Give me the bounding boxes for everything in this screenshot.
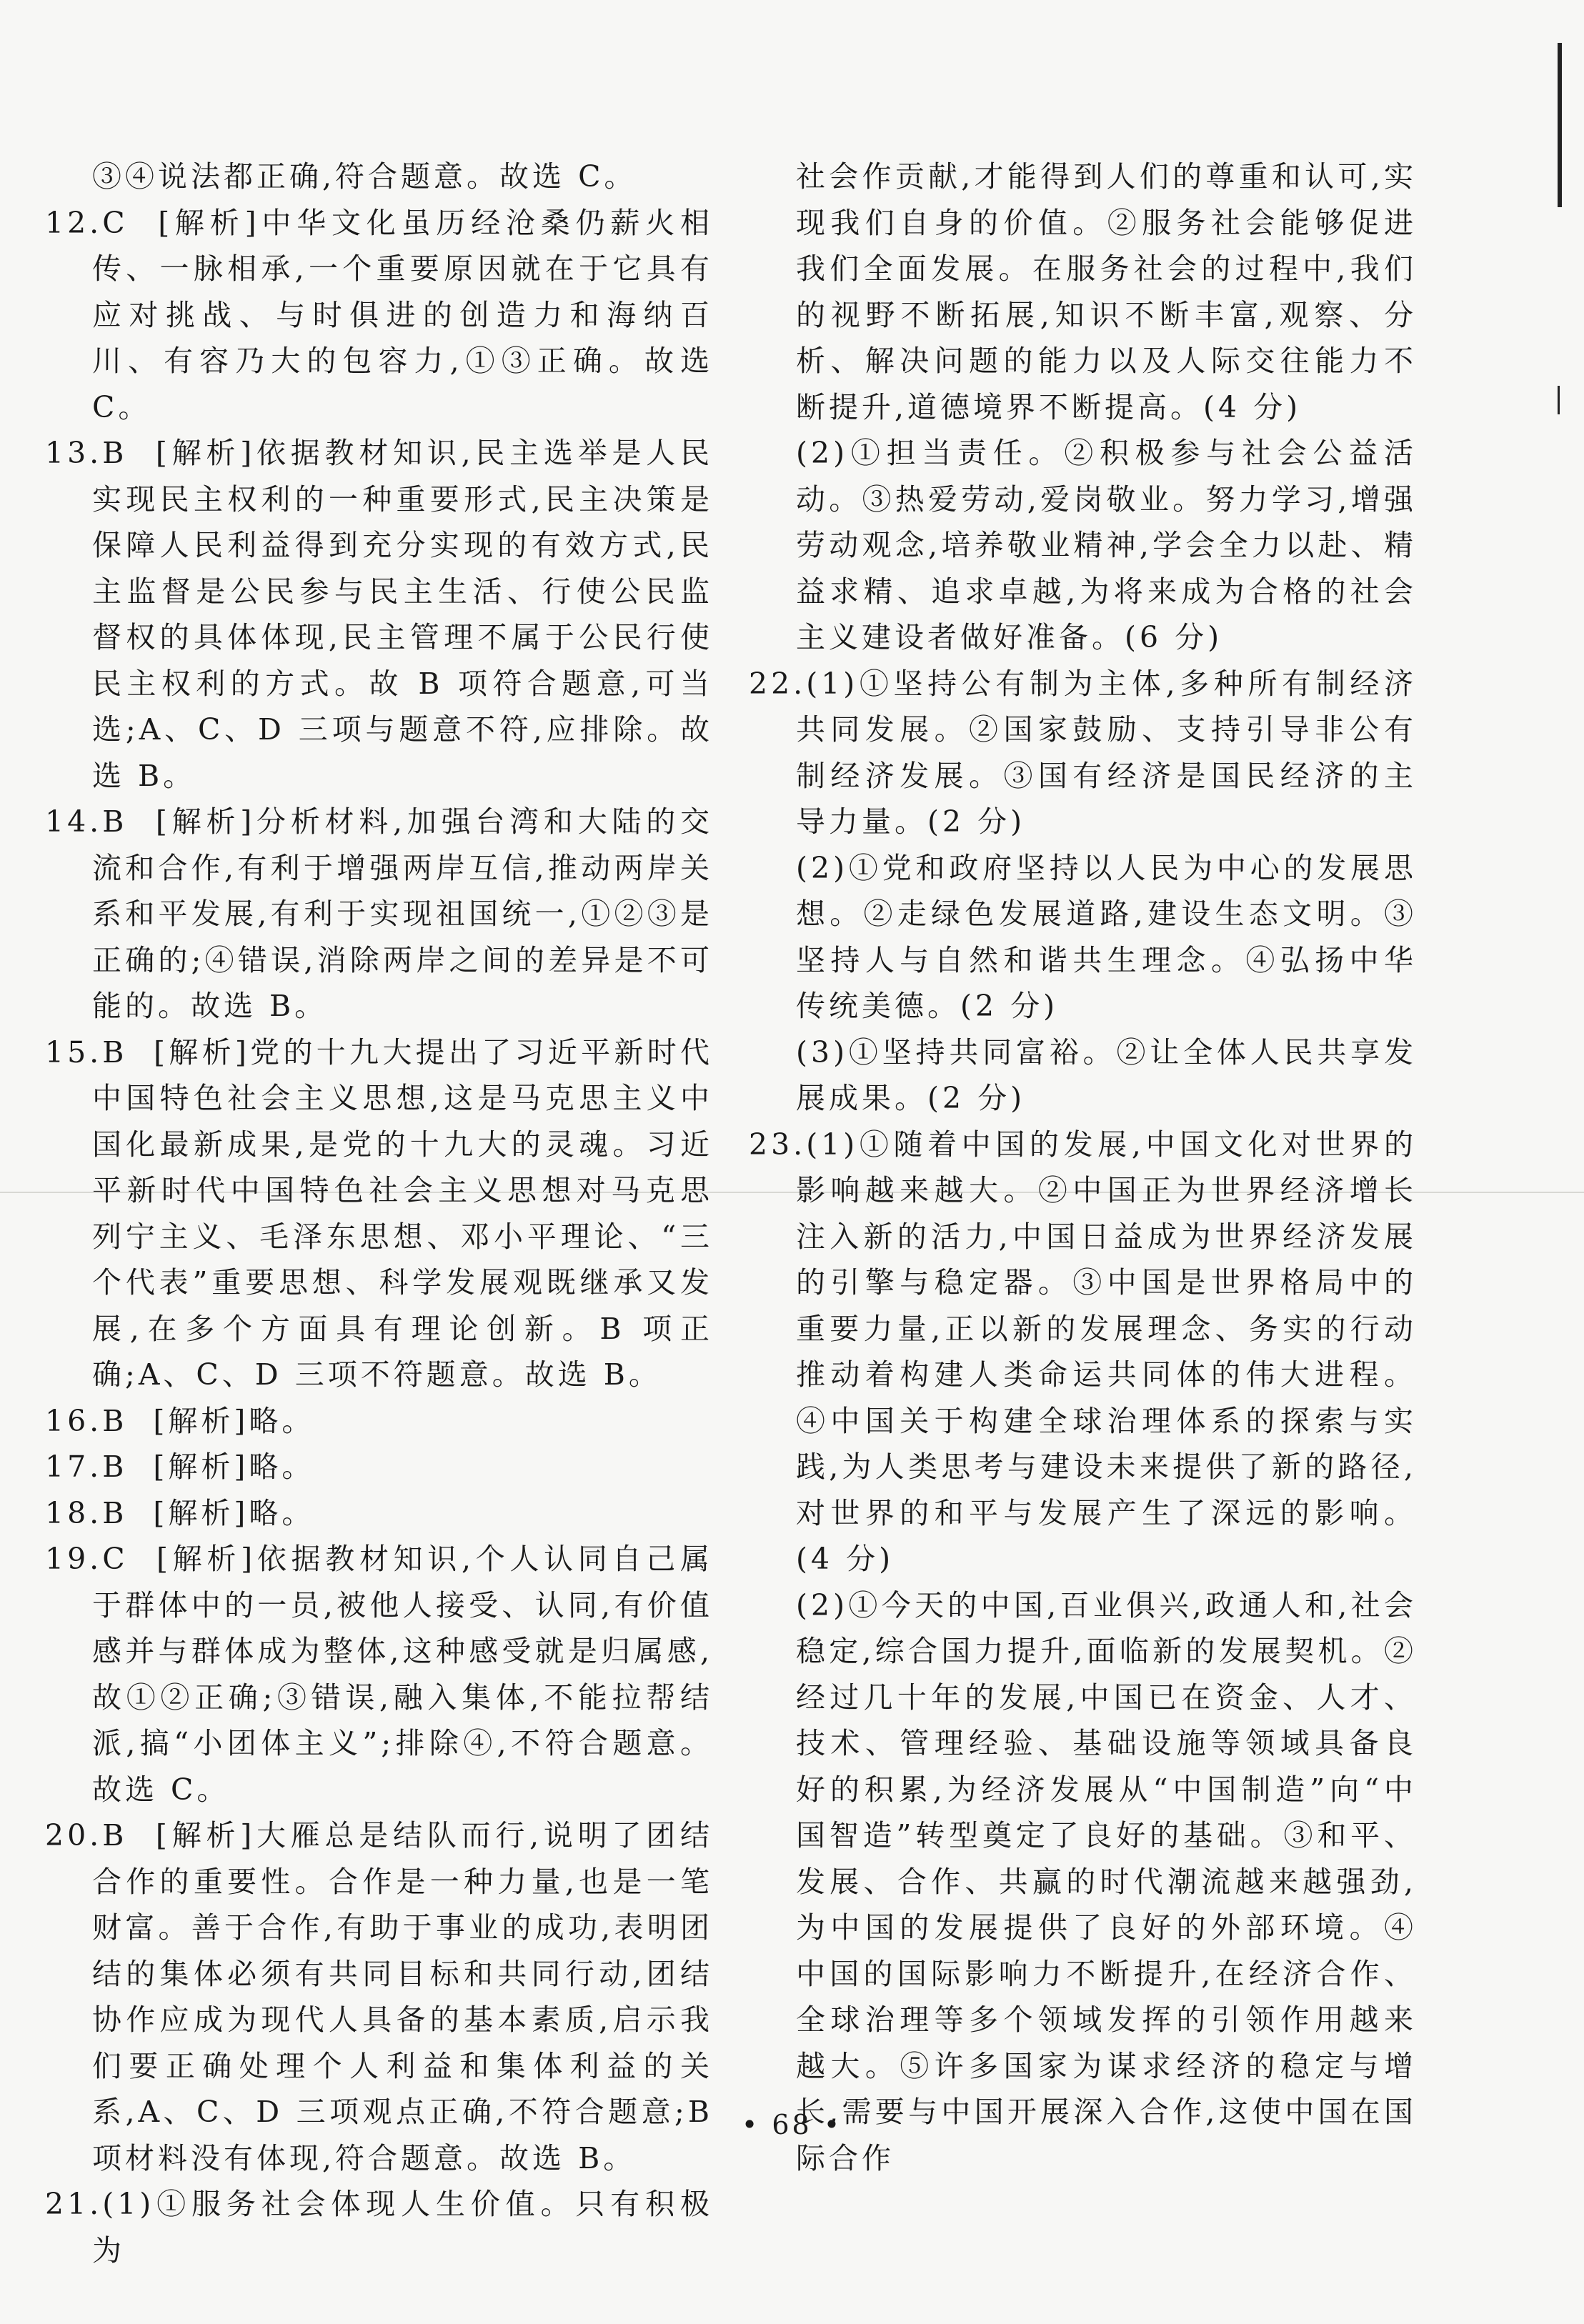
answer-16: 16.B [解析]略。 — [45, 1403, 315, 1438]
edge-scan-mark — [1558, 386, 1560, 414]
answer-21-part-1-continuation: 社会作贡献,才能得到人们的尊重和认可,实现我们自身的价值。②服务社会能够促进我们全面发展。在服务社会的过程中,我们的视野不断拓展,知识不断丰富,观察、分析、解决问题的能力以及人际交往能力不断提升,道德境界不断提高。(4 分) — [796, 159, 1417, 424]
answer-11-continuation: ③④说法都正确,符合题意。故选 C。 — [92, 159, 637, 194]
answer-13: 13.B [解析]依据教材知识,民主选举是人民实现民主权利的一种重要形式,民主决策是保障人民利益得到充分实现的有效方式,民主监督是公民参与民主生活、行使公民监督权的具体体现,民主管理不属于公民行使民主权利的方式。故 B 项符合题意,可当选;A、C、D 三项与题意不符,应排除。故选 B。 — [45, 436, 713, 793]
answer-15: 15.B [解析]党的十九大提出了习近平新时代中国特色社会主义思想,这是马克思主义中国化最新成果,是党的十九大的灵魂。习近平新时代中国特色社会主义思想对马克思列宁主义、毛泽东思想、邓小平理论、“三个代表”重要思想、科学发展观既继承又发展,在多个方面具有理论创新。B 项正确;A、C、D 三项不符题意。故选 B。 — [45, 1034, 713, 1392]
left-column — [45, 154, 727, 2273]
page-number: • 68 • — [741, 2109, 843, 2140]
answer-23-part-1: 23.(1)①随着中国的发展,中国文化对世界的影响越来越大。②中国正为世界经济增长注入新的活力,中国日益成为世界经济发展的引擎与稳定器。③中国是世界格局中的重要力量,正以新的发展理念、务实的行动推动着构建人类命运共同体的伟大进程。④中国关于构建全球治理体系的探索与实践,为人类思考与建设未来提供了新的路径,对世界的和平与发展产生了深远的影响。(4 分) — [749, 1127, 1417, 1576]
answer-22-part-3: (3)①坚持共同富裕。②让全体人民共享发展成果。(2 分) — [796, 1034, 1417, 1115]
right-column — [749, 154, 1417, 2181]
answer-22-part-2: (2)①党和政府坚持以人民为中心的发展思想。②走绿色发展道路,建设生态文明。③坚持人与自然和谐共生理念。④弘扬中华传统美德。(2 分) — [796, 850, 1417, 1023]
answer-17: 17.B [解析]略。 — [45, 1450, 315, 1484]
answer-19: 19.C [解析]依据教材知识,个人认同自己属于群体中的一员,被他人接受、认同,有价值感并与群体成为整体,这种感受就是归属感,故①②正确;③错误,融入集体,不能拉帮结派,搞“小团体主义”;排除④,不符合题意。故选 C。 — [45, 1542, 713, 1807]
answer-14: 14.B [解析]分析材料,加强台湾和大陆的交流和合作,有利于增强两岸互信,推动两岸关系和平发展,有利于实现祖国统一,①②③是正确的;④错误,消除两岸之间的差异是不可能的。故选 B。 — [45, 804, 713, 1023]
answer-22-part-1: 22.(1)①坚持公有制为主体,多种所有制经济共同发展。②国家鼓励、支持引导非公有制经济发展。③国有经济是国民经济的主导力量。(2 分) — [749, 666, 1417, 839]
answer-20: 20.B [解析]大雁总是结队而行,说明了团结合作的重要性。合作是一种力量,也是一笔财富。善于合作,有助于事业的成功,表明团结的集体必须有共同目标和共同行动,团结协作应成为现代人具备的基本素质,启示我们要正确处理个人利益和集体利益的关系,A、C、D 三项观点正确,不符合题意;B 项材料没有体现,符合题意。故选 B。 — [45, 1818, 727, 2175]
answer-12: 12.C [解析]中华文化虽历经沧桑仍薪火相传、一脉相承,一个重要原因就在于它具有应对挑战、与时俱进的创造力和海纳百川、有容乃大的包容力,①③正确。故选 C。 — [45, 205, 727, 424]
answer-21-part-1: 21.(1)①服务社会体现人生价值。只有积极为 — [45, 2187, 713, 2268]
answer-21-part-2: (2)①担当责任。②积极参与社会公益活动。③热爱劳动,爱岗敬业。努力学习,增强劳动观念,培养敬业精神,学会全力以赴、精益求精、追求卓越,为将来成为合格的社会主义建设者做好准备。(6 分) — [796, 436, 1417, 654]
answer-18: 18.B [解析]略。 — [45, 1495, 315, 1530]
answer-23-part-2: (2)①今天的中国,百业俱兴,政通人和,社会稳定,综合国力提升,面临新的发展契机。②经过几十年的发展,中国已在资金、人才、技术、管理经验、基础设施等领域具备良好的积累,为经济发展从“中国制造”向“中国智造”转型奠定了良好的基础。③和平、发展、合作、共赢的时代潮流越来越强劲,为中国的发展提供了良好的外部环境。④中国的国际影响力不断提升,在经济合作、全球治理等多个领域发挥的引领作用越来越大。⑤许多国家为谋求经济的稳定与增长,需要与中国开展深入合作,这使中国在国际合作 — [796, 1587, 1417, 2175]
edge-scan-mark — [1558, 43, 1562, 207]
